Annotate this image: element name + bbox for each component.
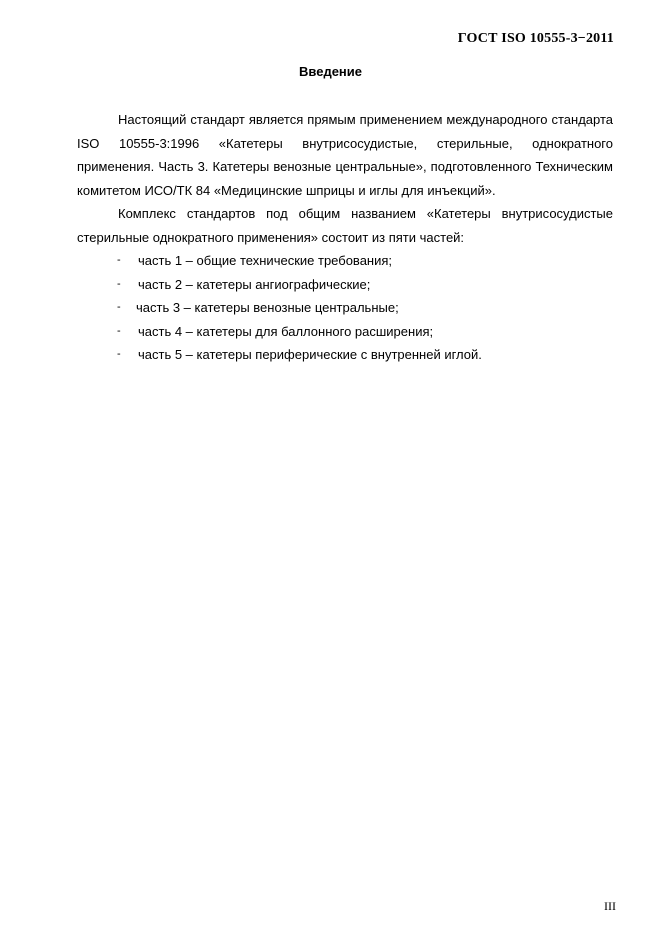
list-item — [77, 249, 613, 273]
page-header-standard-code: ГОСТ ISO 10555-3−2011 — [457, 31, 614, 46]
list-bullet: - — [117, 254, 121, 266]
list-bullet: - — [117, 277, 121, 290]
paragraph-series: Комплекс стандартов под общим названием «Катетеры внутрисосудистые стерильные однократного применения» состоит из пяти частей: — [77, 206, 613, 245]
list-item-text: часть 4 – катетеры для баллонного расширения; — [138, 323, 434, 339]
list-item-text: часть 5 – катетеры периферические с внутренней иглой. — [138, 347, 482, 362]
list-item — [77, 320, 613, 344]
list-item — [77, 273, 613, 297]
section-title: Введение — [299, 64, 362, 79]
list-item-text: часть 1 – общие технические требования; — [138, 253, 393, 268]
page-number: III — [604, 899, 616, 913]
document-body — [77, 108, 613, 367]
paragraph-intro: Настоящий стандарт является прямым применением международного стандарта ISO 10555-3:1996 «Катетеры внутрисосудистые, стерильные, однократного применения. Часть 3. Катетеры венозные центральные», подготовленного Техническим комитетом ИСО/ТК 84 «Медицинские шприцы и иглы для инъекций». — [77, 112, 613, 198]
parts-list — [77, 249, 613, 367]
list-item — [77, 296, 613, 320]
list-item-text: часть 2 – катетеры ангиографические; — [138, 276, 371, 292]
list-item-text: часть 3 – катетеры венозные центральные; — [136, 300, 399, 315]
list-item — [77, 343, 613, 367]
list-bullet: - — [117, 348, 121, 360]
list-bullet: - — [117, 301, 121, 313]
list-bullet: - — [117, 324, 121, 337]
